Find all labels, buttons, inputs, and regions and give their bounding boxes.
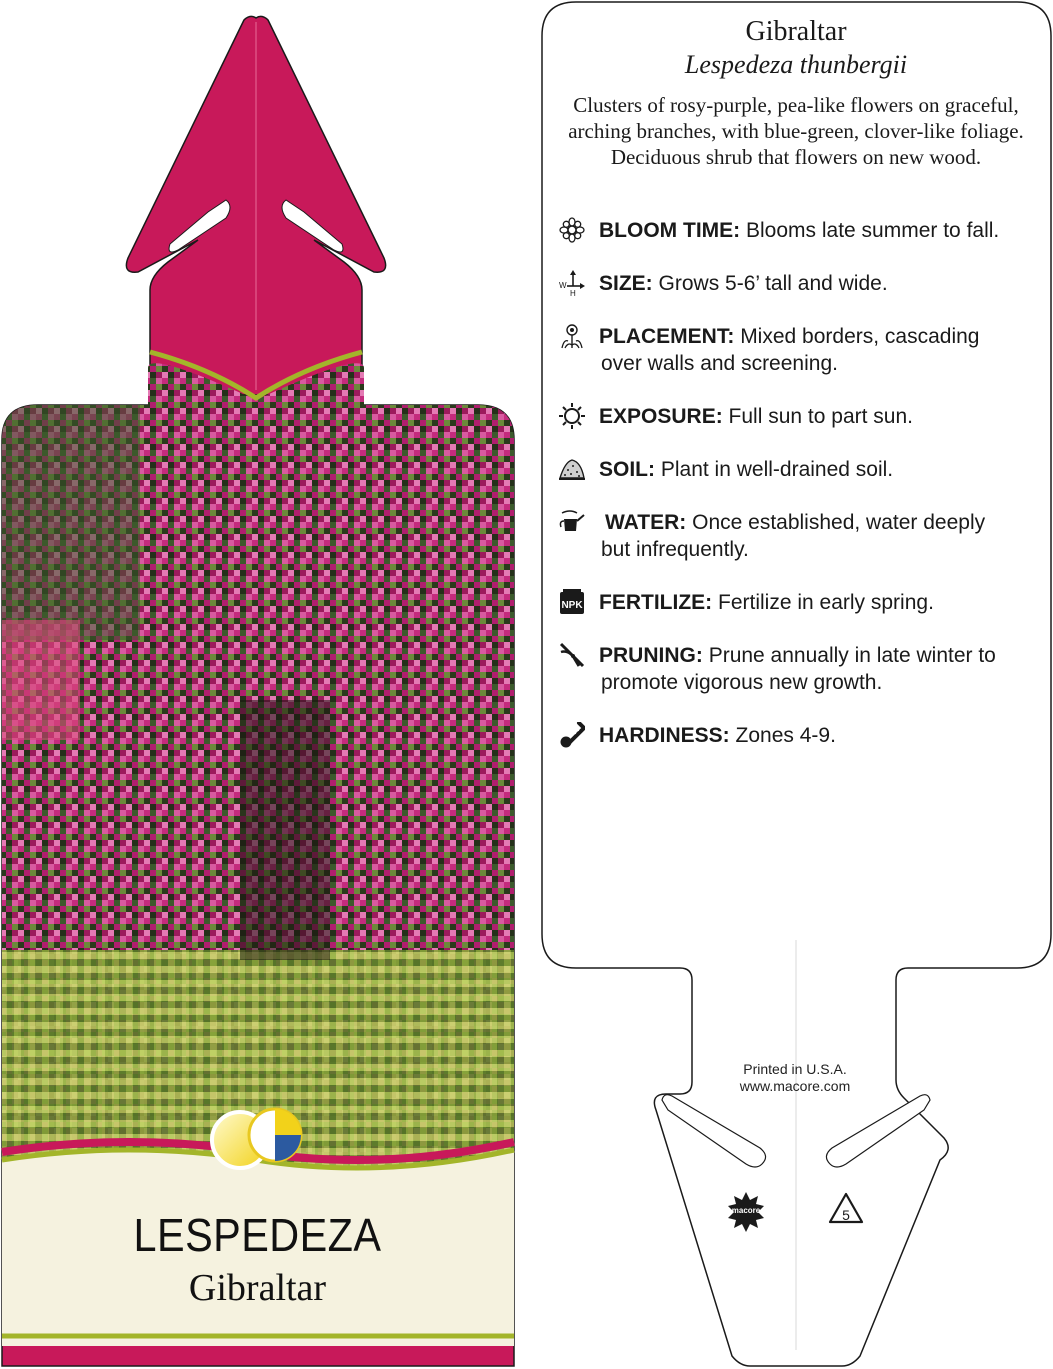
npk-badge: NPK — [561, 600, 583, 611]
care-row-hardiness — [559, 722, 1034, 775]
care-label: HARDINESS: — [599, 724, 730, 747]
care-value: Once established, water deeply — [692, 511, 986, 534]
care-value: Grows 5-6’ tall and wide. — [658, 272, 888, 295]
care-label: FERTILIZE: — [599, 591, 713, 614]
care-label: EXPOSURE: — [599, 405, 723, 428]
care-instructions — [559, 217, 1034, 775]
care-label: WATER: — [605, 511, 687, 534]
care-value: Fertilize in early spring. — [718, 591, 934, 614]
care-value: Full sun to part sun. — [728, 405, 913, 428]
watering-can-icon — [559, 509, 585, 535]
care-label: SIZE: — [599, 272, 653, 295]
plant-genus-title: LESPEDEZA — [133, 1209, 382, 1261]
macore-logo-text: macore — [731, 1206, 761, 1215]
care-row-water — [559, 509, 1034, 589]
plant-cultivar-title: Gibraltar — [188, 1267, 327, 1309]
size-arrows-icon — [559, 270, 585, 296]
printed-in: Printed in U.S.A. — [743, 1061, 847, 1077]
care-value-continued: over walls and screening. — [601, 352, 838, 375]
front-tag — [0, 16, 520, 1366]
soil-mound-icon — [559, 456, 585, 482]
flower-icon — [559, 217, 585, 243]
plants-icon — [559, 323, 585, 349]
care-label: BLOOM TIME: — [599, 219, 741, 242]
latin-name: Lespedeza thunbergii — [684, 50, 908, 79]
part-sun-icon — [249, 1109, 301, 1161]
care-value: Prune annually in late winter to — [708, 644, 996, 667]
care-label: PLACEMENT: — [599, 325, 735, 348]
size-w-letter: W — [559, 281, 567, 290]
care-label: SOIL: — [599, 458, 655, 481]
care-value: Zones 4-9. — [735, 724, 836, 747]
fertilizer-bag-icon — [559, 589, 585, 615]
care-value-continued: but infrequently. — [601, 538, 749, 561]
printer-credit — [700, 1061, 890, 1095]
care-row-placement — [559, 323, 1034, 403]
care-label: PRUNING: — [599, 644, 703, 667]
printer-website: www.macore.com — [739, 1078, 851, 1094]
plant-description: Clusters of rosy-purple, pea-like flowers on graceful, arching branches, with blue-green, clover-like foliage. Deciduous shrub that flowers on new wood. — [568, 93, 1024, 169]
thermometer-icon — [559, 722, 585, 748]
care-row-bloom-time — [559, 217, 1034, 270]
care-row-fertilize — [559, 589, 1034, 642]
cultivar-heading: Gibraltar — [745, 16, 847, 47]
care-row-size — [559, 270, 1034, 323]
recycle-number: 5 — [842, 1207, 850, 1223]
care-row-pruning — [559, 642, 1034, 722]
care-value: Blooms late summer to fall. — [746, 219, 1000, 242]
pruners-icon — [559, 642, 585, 668]
care-value: Plant in well-drained soil. — [660, 458, 894, 481]
sun-outline-icon — [559, 403, 585, 429]
care-value-continued: promote vigorous new growth. — [601, 671, 883, 694]
care-row-exposure — [559, 403, 1034, 456]
care-row-soil — [559, 456, 1034, 509]
size-h-letter: H — [570, 289, 576, 296]
care-value: Mixed borders, cascading — [740, 325, 980, 348]
